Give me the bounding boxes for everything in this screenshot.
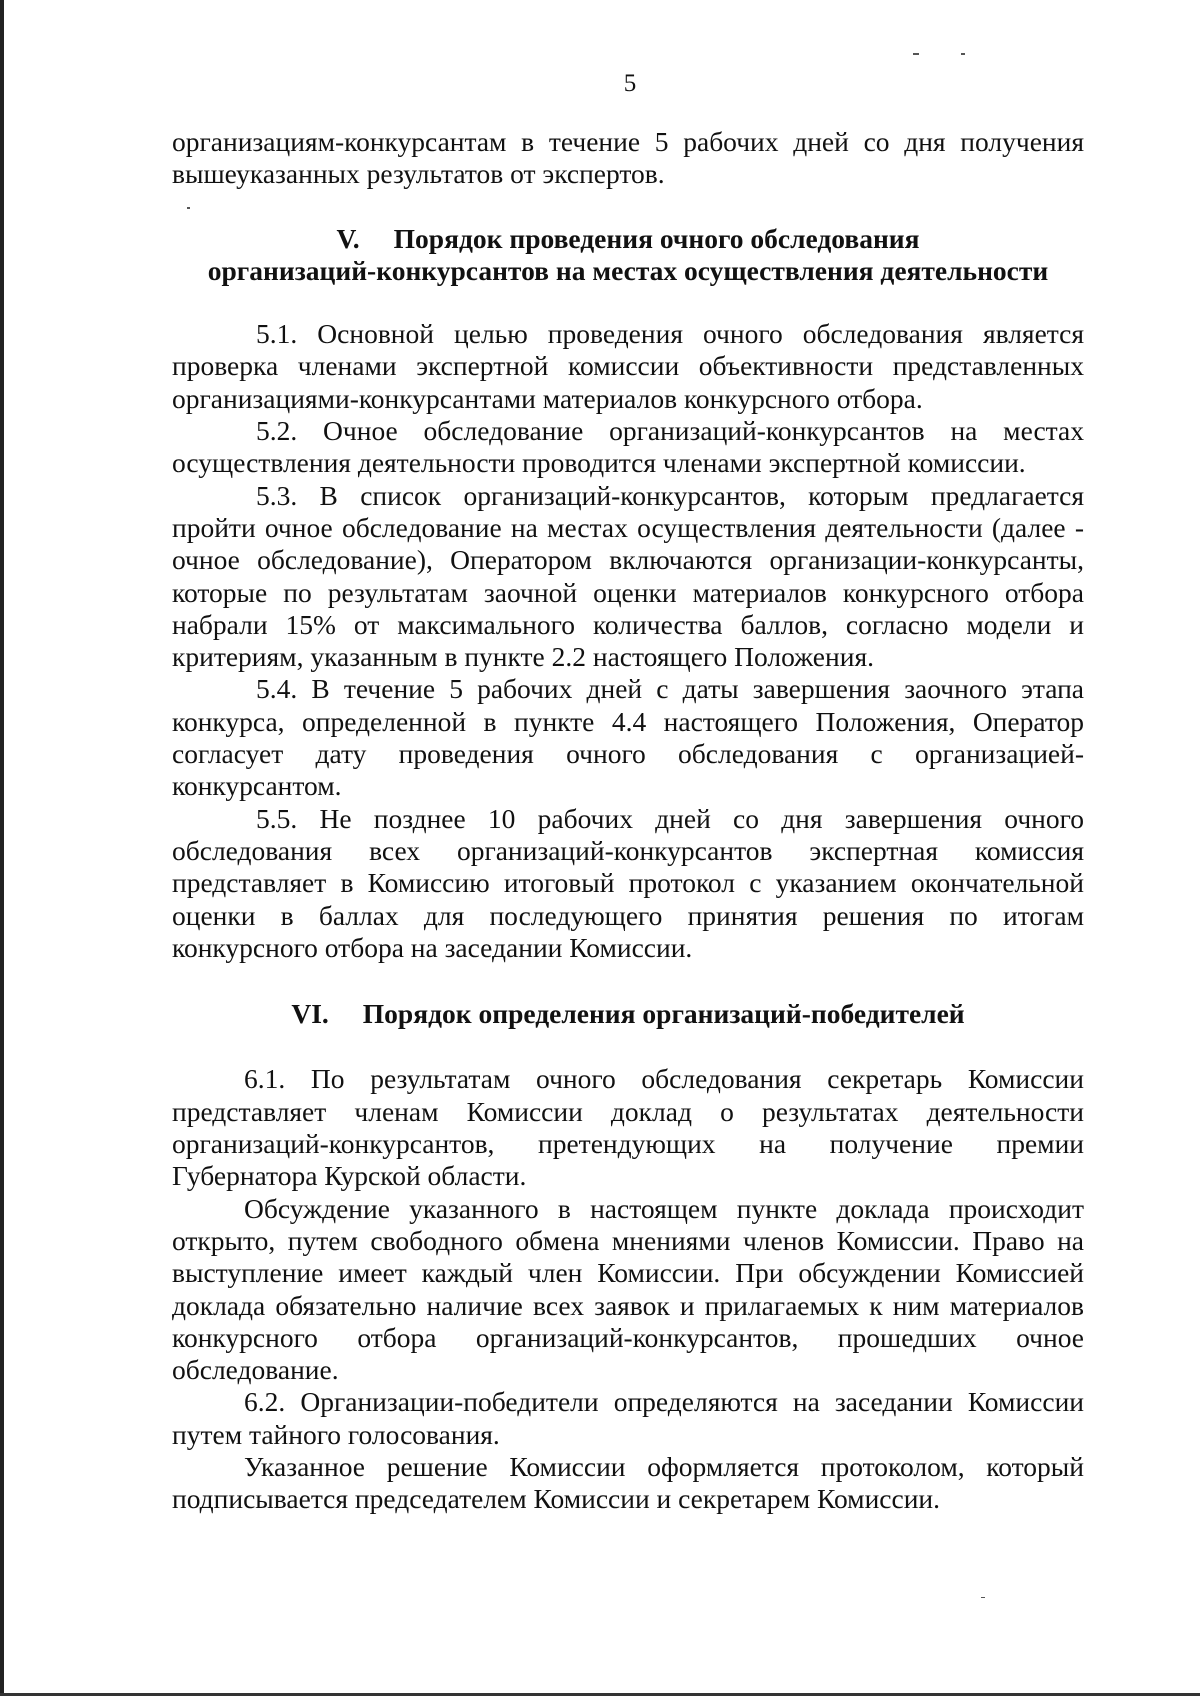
section-5-title-line2: организаций-конкурсантов на местах осуществления деятельности	[207, 254, 1049, 286]
section-6-title-text: Порядок определения организаций-победителей	[362, 998, 965, 1030]
intro-paragraph: организациям-конкурсантам в течение 5 рабочих дней со дня получения вышеуказанных результатов от экспертов.	[172, 126, 1084, 190]
paragraph-6-1: 6.1. По результатам очного обследования секретарь Комиссии представляет членам Комиссии доклад о результатах деятельности организаций-конкурсантов, претендующих на получение премии Губернатора Курской области.	[172, 1063, 1084, 1192]
paragraph-6-1-discussion: Обсуждение указанного в настоящем пункте доклада происходит открыто, путем свободного обмена мнениями членов Комиссии. Право на выступление имеет каждый член Комиссии. При обсуждении Комиссией доклада обязательно наличие всех заявок и прилагаемых к ним материалов конкурсного отбора организаций-конкурсантов, прошедших очное обследование.	[172, 1192, 1084, 1386]
scan-speck-bottom-right	[981, 1597, 985, 1598]
section-5-heading	[172, 223, 1084, 288]
paragraph-5-4: 5.4. В течение 5 рабочих дней с даты завершения заочного этапа конкурса, определенной в пункте 4.4 настоящего Положения, Оператор согласует дату проведения очного обследования с организацией-конкурсантом.	[172, 673, 1084, 802]
paragraph-5-2: 5.2. Очное обследование организаций-конкурсантов на местах осуществления деятельности проводится членами экспертной комиссии.	[172, 415, 1084, 479]
paragraph-5-1: 5.1. Основной целью проведения очного обследования является проверка членами экспертной комиссии объективности представленных организациями-конкурсантами материалов конкурсного отбора.	[172, 318, 1084, 414]
paragraph-5-5: 5.5. Не позднее 10 рабочих дней со дня завершения очного обследования всех организаций-конкурсантов экспертная комиссия представляет в Комиссию итоговый протокол с указанием окончательной оценки в баллах для последующего принятия решения по итогам конкурсного отбора на заседании Комиссии.	[172, 802, 1084, 963]
scan-speck-left	[187, 207, 190, 209]
section-6-heading	[172, 998, 1084, 1030]
section-5-title-line1	[172, 223, 1084, 255]
scan-speck-top-right-1	[913, 53, 919, 55]
section-6-number: VI.	[291, 998, 329, 1030]
scan-speck-top-right-2	[961, 53, 965, 55]
section-5-title-text: Порядок проведения очного обследования	[393, 222, 920, 254]
page-number: 5	[623, 70, 637, 97]
section-6-title	[172, 998, 1084, 1030]
scan-left-edge	[0, 0, 4, 1696]
document-body	[172, 126, 1084, 1516]
paragraph-5-3: 5.3. В список организаций-конкурсантов, которым предлагается пройти очное обследование на местах осуществления деятельности (далее - очное обследование), Оператором включаются организации-конкурсанты, которые по результатам заочной оценки материалов конкурсного отбора набрали 15% от максимального количества баллов, согласно модели и критериям, указанным в пункте 2.2 настоящего Положения.	[172, 479, 1084, 673]
section-5-number: V.	[336, 222, 360, 254]
paragraph-6-2: 6.2. Организации-победители определяются на заседании Комиссии путем тайного голосования.	[172, 1386, 1084, 1450]
paragraph-6-2-decision: Указанное решение Комиссии оформляется протоколом, который подписывается председателем Комиссии и секретарем Комиссии.	[172, 1450, 1084, 1515]
